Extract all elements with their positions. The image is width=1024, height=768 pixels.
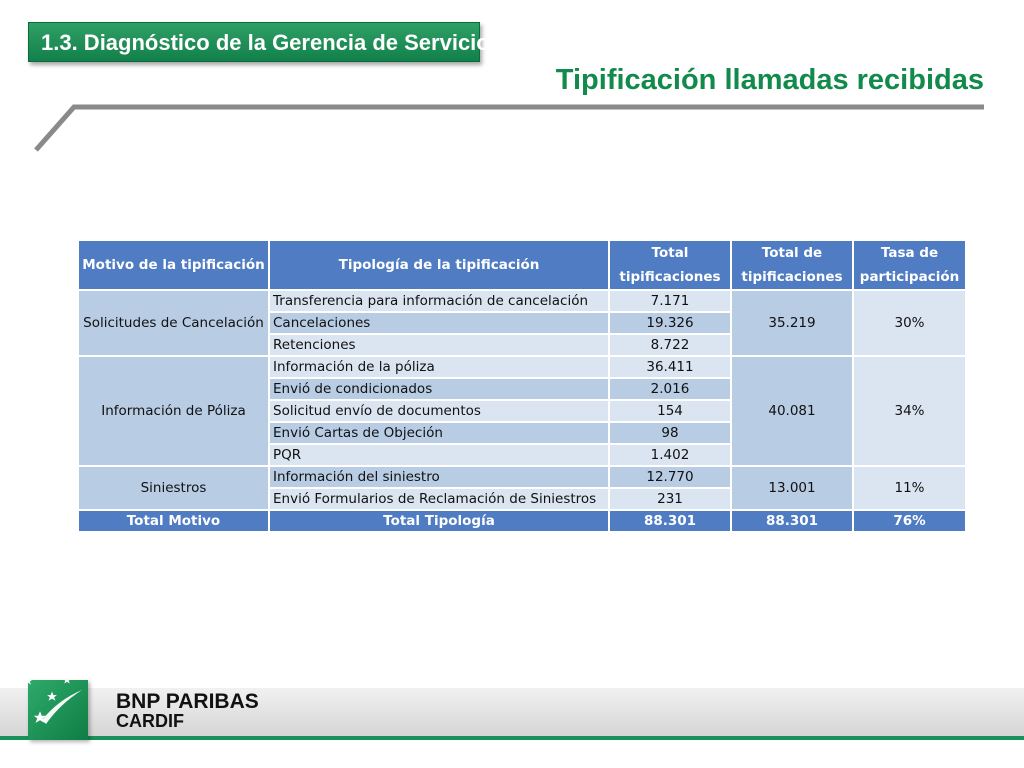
group-tasa-cell: 11% [853, 466, 966, 510]
tipologia-cell: Solicitud envío de documentos [269, 400, 609, 422]
brand-subname: CARDIF [116, 711, 184, 731]
group-tasa-cell: 30% [853, 290, 966, 356]
motivo-cell: Siniestros [78, 466, 269, 510]
tipologia-cell: Cancelaciones [269, 312, 609, 334]
header-total-tipificaciones: Total tipificaciones [609, 240, 731, 290]
table-row [78, 466, 966, 488]
header-tipologia: Tipología de la tipificación [269, 240, 609, 290]
tipologia-cell: Retenciones [269, 334, 609, 356]
total-row [78, 510, 966, 532]
value-cell: 12.770 [609, 466, 731, 488]
tipologia-cell: PQR [269, 444, 609, 466]
table-row [78, 356, 966, 378]
classification-table [77, 239, 967, 533]
value-cell: 8.722 [609, 334, 731, 356]
total-motivo-label: Total Motivo [78, 510, 269, 532]
value-cell: 1.402 [609, 444, 731, 466]
value-cell: 36.411 [609, 356, 731, 378]
total-tasa-value: 76% [853, 510, 966, 532]
value-cell: 2.016 [609, 378, 731, 400]
motivo-cell: Solicitudes de Cancelación [78, 290, 269, 356]
group-total-cell: 40.081 [731, 356, 853, 466]
value-cell: 7.171 [609, 290, 731, 312]
section-badge [28, 22, 490, 62]
group-total-cell: 13.001 [731, 466, 853, 510]
total-de-tipificaciones-value: 88.301 [731, 510, 853, 532]
bnp-stars-logo-icon [28, 680, 88, 740]
motivo-cell: Información de Póliza [78, 356, 269, 466]
group-tasa-cell: 34% [853, 356, 966, 466]
group-total-cell: 35.219 [731, 290, 853, 356]
tipologia-cell: Información de la póliza [269, 356, 609, 378]
slide-title: Tipificación llamadas recibidas [555, 64, 984, 96]
tipologia-cell: Envió de condicionados [269, 378, 609, 400]
header-total-de-tipificaciones: Total de tipificaciones [731, 240, 853, 290]
tipologia-cell: Envió Cartas de Objeción [269, 422, 609, 444]
table-header-row [78, 240, 966, 290]
section-title: 1.3. Diagnóstico de la Gerencia de Servicio [41, 30, 490, 55]
value-cell: 98 [609, 422, 731, 444]
value-cell: 19.326 [609, 312, 731, 334]
header-motivo: Motivo de la tipificación [78, 240, 269, 290]
title-rule [0, 100, 1024, 160]
tipologia-cell: Transferencia para información de cancelación [269, 290, 609, 312]
brand-name: BNP PARIBAS [116, 690, 259, 713]
header-tasa: Tasa de participación [853, 240, 966, 290]
value-cell: 231 [609, 488, 731, 510]
tipologia-cell: Información del siniestro [269, 466, 609, 488]
value-cell: 154 [609, 400, 731, 422]
table-row [78, 290, 966, 312]
tipologia-cell: Envió Formularios de Reclamación de Siniestros [269, 488, 609, 510]
total-tipificaciones-value: 88.301 [609, 510, 731, 532]
total-tipologia-label: Total Tipología [269, 510, 609, 532]
footer-line [0, 736, 1024, 740]
